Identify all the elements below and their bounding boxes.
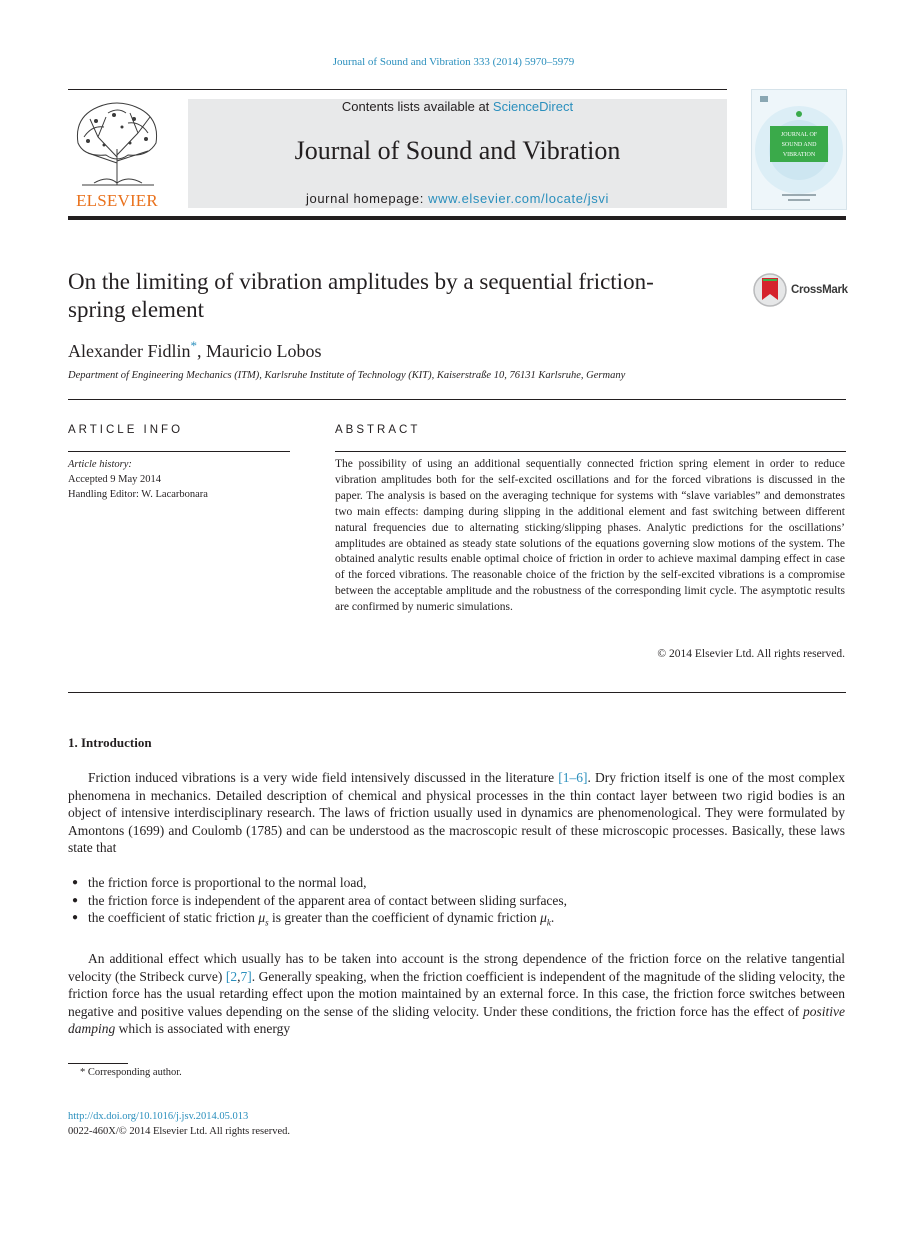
svg-text:VIBRATION: VIBRATION — [782, 152, 816, 158]
intro-p2-text-b: . Generally speaking, when the friction coefficient is independent of the magnitude of the sliding velocity, the friction force has the usual retarding effect upon the motion maintained by an external force. In this case, the friction force switches between negative and positive values depending on the sense of the sliding velocity. Under these conditions, the friction force has the effect of — [68, 968, 845, 1019]
elsevier-wordmark: ELSEVIER — [76, 191, 158, 210]
elsevier-tree-logo — [68, 97, 166, 189]
mu-symbol: μ — [540, 910, 547, 926]
accepted-date: Accepted 9 May 2014 — [68, 474, 162, 485]
journal-cover-art — [752, 90, 846, 209]
homepage-prefix: journal homepage: — [306, 191, 429, 206]
reference-comma: , — [237, 968, 241, 984]
header-bottom-rule — [68, 216, 846, 220]
intro-p2-text-c: which is associated with energy — [115, 1021, 291, 1037]
article-info — [68, 457, 208, 502]
section-heading-introduction: 1. Introduction — [68, 735, 152, 750]
svg-text:SOUND AND: SOUND AND — [781, 142, 817, 148]
abstract-text: The possibility of using an additional sequentially connected friction spring element in order to reduce vibration amplitudes both for the self-excited oscillations and for the forced vibrations is discussed in the paper. The analysis is based on the averaging technique for systems with “slave variables” and demonstrates two main effects: damping during slipping in the additional element and fast switching between different natural frequencies due to alternating sticking/slipping phases. Analytic predictions for the oscillations’ amplitudes are obtained as steady state solutions of the equations governing slow motions of the system. The obtained analytic results enable optimal choice of friction in order to achieve maximal damping effect in case of the forced vibrations. The reasonable choice of the friction by the self-excited vibrations is a compromise between the acceptable amplitude and the robustness of the corresponding limit cycle. The asymptotic results are confirmed by numeric simulations. — [335, 458, 845, 614]
mu-s-subscript: s — [265, 917, 269, 928]
crossmark-icon — [752, 272, 790, 308]
intro-p1-text-a: Friction induced vibrations is a very wide field intensively discussed in the literature — [88, 770, 559, 785]
journal-citation[interactable]: Journal of Sound and Vibration 333 (2014) 5970–5979 — [332, 56, 575, 68]
article-info-rule — [68, 451, 290, 452]
author-separator: , — [196, 341, 206, 361]
title-divider — [68, 399, 846, 400]
header-top-rule — [68, 89, 727, 90]
list-item: ● the friction force is proportional to the normal load, — [68, 874, 845, 892]
intro-paragraph-1 — [68, 769, 845, 857]
contents-line — [188, 99, 727, 114]
author-lobos[interactable]: Mauricio Lobos — [205, 341, 322, 361]
doi-link[interactable]: http://dx.doi.org/10.1016/j.jsv.2014.05.013 — [68, 1111, 249, 1122]
mu-k-subscript: k — [546, 917, 551, 928]
affiliation: Department of Engineering Mechanics (ITM), Karlsruhe Institute of Technology (KIT), Kaiserstraße 10, 76131 Karlsruhe, Germany — [68, 370, 626, 381]
bullet3-text-b: is greater than the coefficient of dynamic friction — [268, 910, 541, 926]
reference-link-7[interactable]: 7] — [240, 968, 252, 984]
corresponding-author-marker[interactable]: * — [190, 338, 197, 353]
journal-title: Journal of Sound and Vibration — [294, 136, 621, 165]
article-title: On the limiting of vibration amplitudes by a sequential friction-spring element — [68, 269, 654, 322]
crossmark-label[interactable]: CrossMark — [791, 284, 848, 296]
contents-prefix: Contents lists available at — [341, 99, 493, 114]
footnote-marker: * — [80, 1067, 86, 1078]
journal-homepage — [188, 191, 727, 206]
abstract-heading: ABSTRACT — [335, 424, 421, 436]
intro-p2-emphasis: positive damping — [68, 1003, 845, 1037]
journal-cover-thumbnail — [751, 89, 847, 210]
intro-paragraph-2 — [68, 950, 845, 1038]
sciencedirect-link[interactable]: ScienceDirect — [492, 99, 574, 114]
footnote-text: Corresponding author. — [85, 1067, 182, 1078]
article-info-heading: ARTICLE INFO — [68, 424, 184, 436]
footnote-rule — [68, 1063, 128, 1064]
issn-copyright: 0022-460X/© 2014 Elsevier Ltd. All rights reserved. — [68, 1126, 291, 1137]
list-item: ● the friction force is independent of the apparent area of contact between sliding surfaces, — [68, 892, 845, 910]
abstract-rule — [335, 451, 846, 452]
article-history-label: Article history: — [68, 459, 132, 470]
abstract-bottom-rule — [68, 692, 846, 693]
abstract-copyright: © 2014 Elsevier Ltd. All rights reserved. — [657, 648, 845, 660]
intro-p2-text-a: An additional effect which usually has to be taken into account is the strong dependence of the friction force on the relative tangential velocity (the Stribeck curve) — [68, 951, 845, 984]
mu-symbol: μ — [258, 910, 266, 926]
reference-link-1-6[interactable]: [1–6] — [558, 770, 588, 785]
intro-p1-text-b: . Dry friction itself is one of the most complex phenomena in mechanics. Detailed description of chemical and physical processes in the thin contact layer between two rigid bodies is an object of intensive interdisciplinary research. The laws of friction usually used in dynamics are phenomenological. They were formulated by Amontons (1699) and Coulomb (1785) and can be understood as the macroscopic result of these microscopic processes. Basically, these laws state that — [68, 770, 846, 856]
list-item — [68, 909, 845, 932]
reference-link-2[interactable]: [2 — [225, 968, 238, 984]
bullet3-text-a: the coefficient of static friction — [88, 910, 259, 926]
author-fidlin[interactable]: Alexander Fidlin — [68, 341, 191, 361]
svg-text:JOURNAL OF: JOURNAL OF — [780, 132, 818, 138]
footnote — [80, 1067, 182, 1078]
author-list — [68, 338, 321, 362]
friction-laws-list — [68, 874, 845, 932]
homepage-link[interactable]: www.elsevier.com/locate/jsvi — [428, 191, 609, 206]
handling-editor: Handling Editor: W. Lacarbonara — [68, 489, 208, 500]
bullet3-text-c: . — [550, 910, 555, 926]
